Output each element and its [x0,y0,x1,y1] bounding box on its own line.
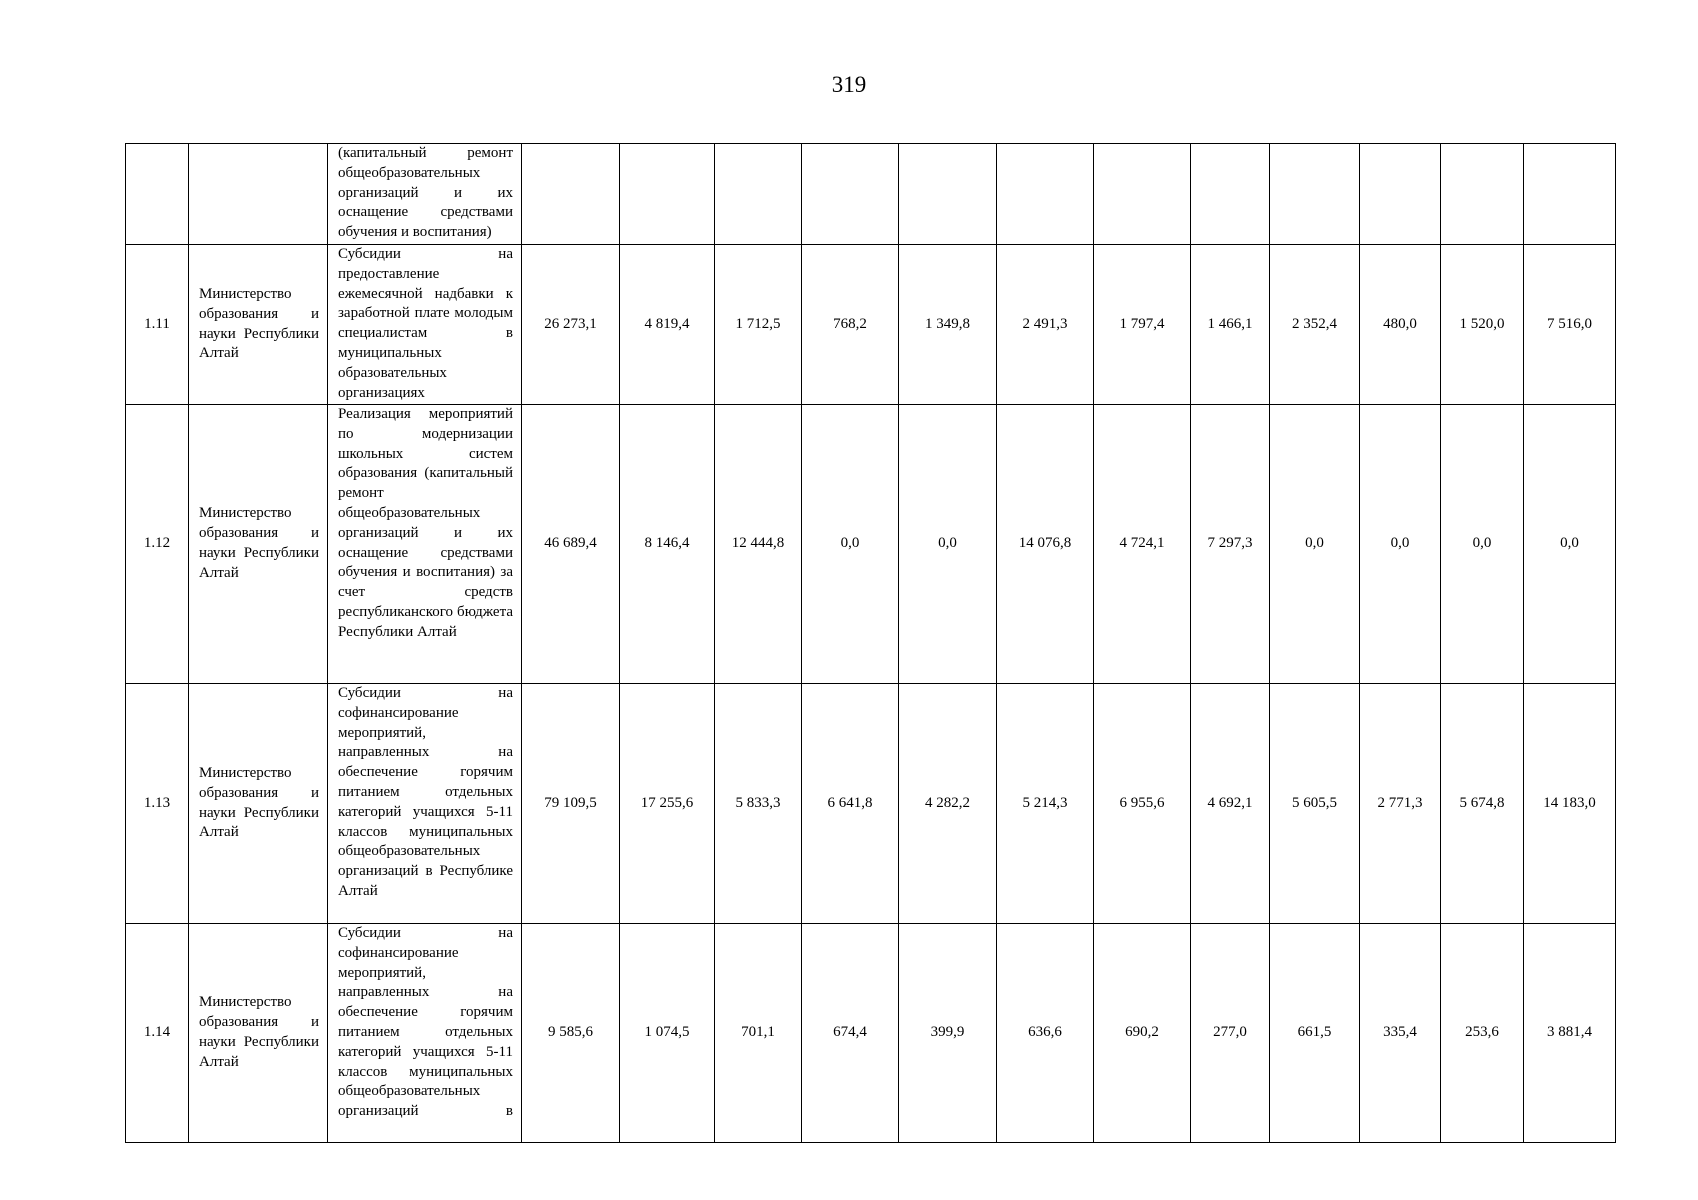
value-cell: 26 273,1 [522,245,620,405]
value-cell: 636,6 [997,924,1094,1143]
description-text: Субсидии на предоставление ежемесячной надбавки к заработной плате молодым специалистам в муниципальных образовательных организациях [338,246,513,401]
organization-text: Министерство образования и науки Республики Алтай [199,505,319,581]
value-cell: 46 689,4 [522,405,620,684]
value-cell: 768,2 [802,245,899,405]
organization-cell [189,245,328,405]
value-cell: 12 444,8 [715,405,802,684]
value-cell: 4 692,1 [1191,684,1270,924]
value-cell: 399,9 [899,924,997,1143]
value-cell: 253,6 [1441,924,1524,1143]
value-cell [715,144,802,245]
value-cell: 1 074,5 [620,924,715,1143]
value-cell: 7 297,3 [1191,405,1270,684]
value-cell: 480,0 [1360,245,1441,405]
value-cell [620,144,715,245]
value-cell: 277,0 [1191,924,1270,1143]
value-cell: 0,0 [802,405,899,684]
value-cell [1191,144,1270,245]
row-number-cell: 1.14 [126,924,189,1143]
table-body [126,144,1616,1143]
value-cell: 0,0 [1360,405,1441,684]
organization-cell [189,924,328,1143]
value-cell: 335,4 [1360,924,1441,1143]
value-cell [1360,144,1441,245]
value-cell: 661,5 [1270,924,1360,1143]
value-cell: 5 605,5 [1270,684,1360,924]
description-cell [328,405,522,684]
page-number: 319 [831,72,867,97]
value-cell: 2 352,4 [1270,245,1360,405]
value-cell: 674,4 [802,924,899,1143]
organization-text: Министерство образования и науки Республики Алтай [199,285,319,362]
value-cell: 6 955,6 [1094,684,1191,924]
value-cell: 4 282,2 [899,684,997,924]
description-text: Субсидии на софинансирование мероприятий, направленных на обеспечение горячим питанием отдельных категорий учащихся 5-11 классов муниципальных общеобразовательных организаций в Республике Алтай [338,685,513,899]
value-cell [899,144,997,245]
value-cell [1441,144,1524,245]
value-cell: 3 881,4 [1524,924,1616,1143]
value-cell: 4 724,1 [1094,405,1191,684]
organization-text: Министерство образования и науки Республики Алтай [199,764,319,841]
value-cell [1270,144,1360,245]
value-cell: 0,0 [1270,405,1360,684]
description-text: (капитальный ремонт общеобразовательных организаций и их оснащение средствами обучения и воспитания) [338,145,513,241]
value-cell: 1 797,4 [1094,245,1191,405]
value-cell: 1 466,1 [1191,245,1270,405]
value-cell: 14 183,0 [1524,684,1616,924]
description-text: Реализация мероприятий по модернизации школьных систем образования (капитальный ремонт общеобразовательных организаций и их оснащение средствами обучения и воспитания) за счет средств республиканского бюджета Республики Алтай [338,406,513,640]
value-cell: 0,0 [1441,405,1524,684]
row-number-cell [126,144,189,245]
organization-cell [189,144,328,245]
row-number-cell: 1.12 [126,405,189,684]
description-cell [328,684,522,924]
value-cell: 17 255,6 [620,684,715,924]
organization-cell [189,405,328,684]
description-text: Субсидии на софинансирование мероприятий, направленных на обеспечение горячим питанием отдельных категорий учащихся 5-11 классов муниципальных общеобразовательных организаций в [338,925,513,1120]
value-cell: 79 109,5 [522,684,620,924]
row-number-cell: 1.13 [126,684,189,924]
value-cell: 690,2 [1094,924,1191,1143]
description-cell [328,144,522,245]
value-cell [1524,144,1616,245]
value-cell: 0,0 [1524,405,1616,684]
description-cell [328,245,522,405]
organization-cell [189,684,328,924]
value-cell: 1 712,5 [715,245,802,405]
value-cell: 0,0 [899,405,997,684]
value-cell: 8 146,4 [620,405,715,684]
table-row [126,405,1616,684]
value-cell: 1 520,0 [1441,245,1524,405]
value-cell: 5 214,3 [997,684,1094,924]
value-cell [997,144,1094,245]
value-cell: 6 641,8 [802,684,899,924]
table-row [126,924,1616,1143]
value-cell: 2 491,3 [997,245,1094,405]
value-cell: 5 674,8 [1441,684,1524,924]
organization-text: Министерство образования и науки Республики Алтай [199,994,319,1070]
value-cell: 701,1 [715,924,802,1143]
table-row [126,245,1616,405]
value-cell: 2 771,3 [1360,684,1441,924]
table-row [126,144,1616,245]
value-cell [802,144,899,245]
value-cell [522,144,620,245]
value-cell: 14 076,8 [997,405,1094,684]
value-cell: 9 585,6 [522,924,620,1143]
value-cell: 7 516,0 [1524,245,1616,405]
table-row [126,684,1616,924]
description-cell [328,924,522,1143]
row-number-cell: 1.11 [126,245,189,405]
budget-table [125,143,1616,1143]
value-cell: 4 819,4 [620,245,715,405]
value-cell: 5 833,3 [715,684,802,924]
value-cell: 1 349,8 [899,245,997,405]
value-cell [1094,144,1191,245]
